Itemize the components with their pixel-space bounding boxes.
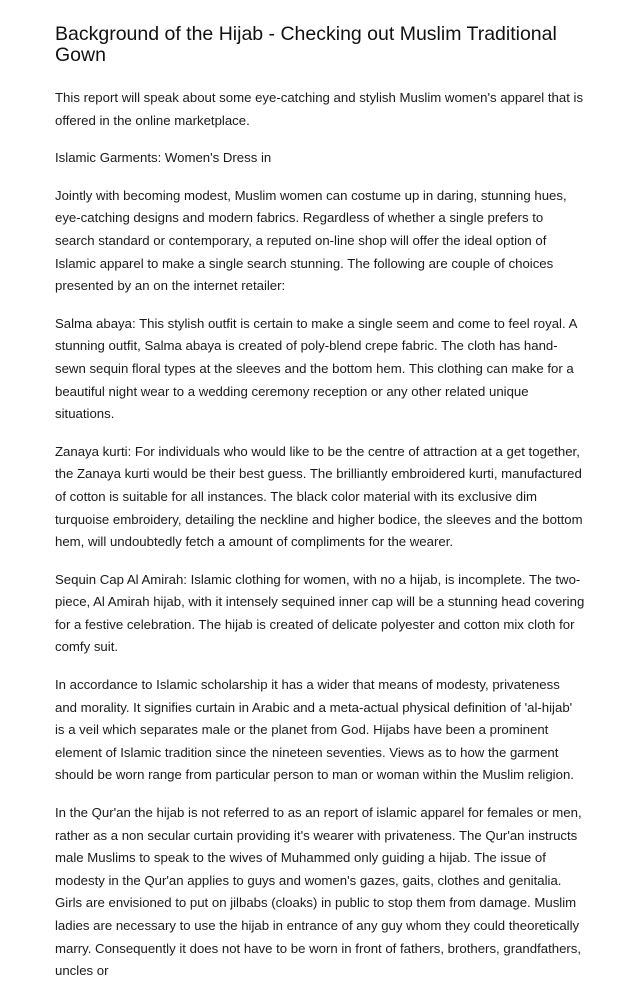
paragraph-scholarship: In accordance to Islamic scholarship it has a wider that means of modesty, privateness and morality. It signifies curtain in Arabic and a meta-actual physical definition of 'al-hijab' is a veil which separates male or the planet from God. Hijabs have been a prominent element of Islamic tradition since the nineteen seventies. Views as to how the garment should be worn range from particular person to man or woman within the Muslim religion. — [55, 677, 574, 783]
paragraph-heading-garments: Islamic Garments: Women's Dress in — [55, 150, 272, 166]
paragraph-modest: Jointly with becoming modest, Muslim women can costume up in daring, stunning hues, eye-catching designs and modern fabrics. Regardless of whether a single prefers to search standard or contemporary, a reputed on-line shop will offer the ideal option of Islamic apparel to make a single search stunning. The following are couple of choices presented by an on the internet retailer: — [55, 187, 567, 294]
paragraph-salma-abaya: Salma abaya: This stylish outfit is certain to make a single seem and come to feel royal. A stunning outfit, Salma abaya is created of poly-blend crepe fabric. The cloth has hand-sewn sequin floral types at the sleeves and the bottom hem. This clothing can make for a beautiful night wear to a wedding ceremony reception or any other related unique situations. — [55, 315, 577, 422]
paragraph-quran: In the Qur'an the hijab is not referred to as an report of islamic apparel for females or men, rather as a non secular curtain providing it's wearer with privateness. The Qur'an instructs male Muslims to speak to the wives of Muhammed only guiding a hijab. The issue of modesty in the Qur'an applies to guys and women's gazes, gaits, clothes and genitalia. Girls are envisioned to put on jilbabs (cloaks) in public to stop them from damage. Muslim ladies are necessary to use the hijab in entrance of any guy whom they could theoretically marry. Consequently it does not have to be worn in front of fathers, brothers, grandfathers, uncles or — [55, 805, 582, 979]
paragraph-intro: This report will speak about some eye-catching and stylish Muslim women's apparel that is offered in the online marketplace. — [55, 90, 584, 128]
paragraph-sequin-cap: Sequin Cap Al Amirah: Islamic clothing for women, with no a hijab, is incomplete. The two-piece, Al Amirah hijab, with it intensely sequined inner cap will be a stunning head covering for a festive celebration. The hijab is created of delicate polyester and cotton mix cloth for comfy suit. — [55, 571, 585, 655]
paragraph-zanaya-kurti: Zanaya kurti: For individuals who would like to be the centre of attraction at a get together, the Zanaya kurti would be their best guess. The brilliantly embroidered kurti, manufactured of cotton is suitable for all instances. The black color material with its exclusive dim turquoise embroidery, detailing the neckline and higher bodice, the sleeves and the bottom hem, will undoubtedly fetch a amount of compliments for the wearer. — [55, 443, 583, 550]
document-title: Background of the Hijab - Checking out Muslim Traditional Gown — [55, 23, 557, 66]
document-page — [55, 24, 585, 998]
